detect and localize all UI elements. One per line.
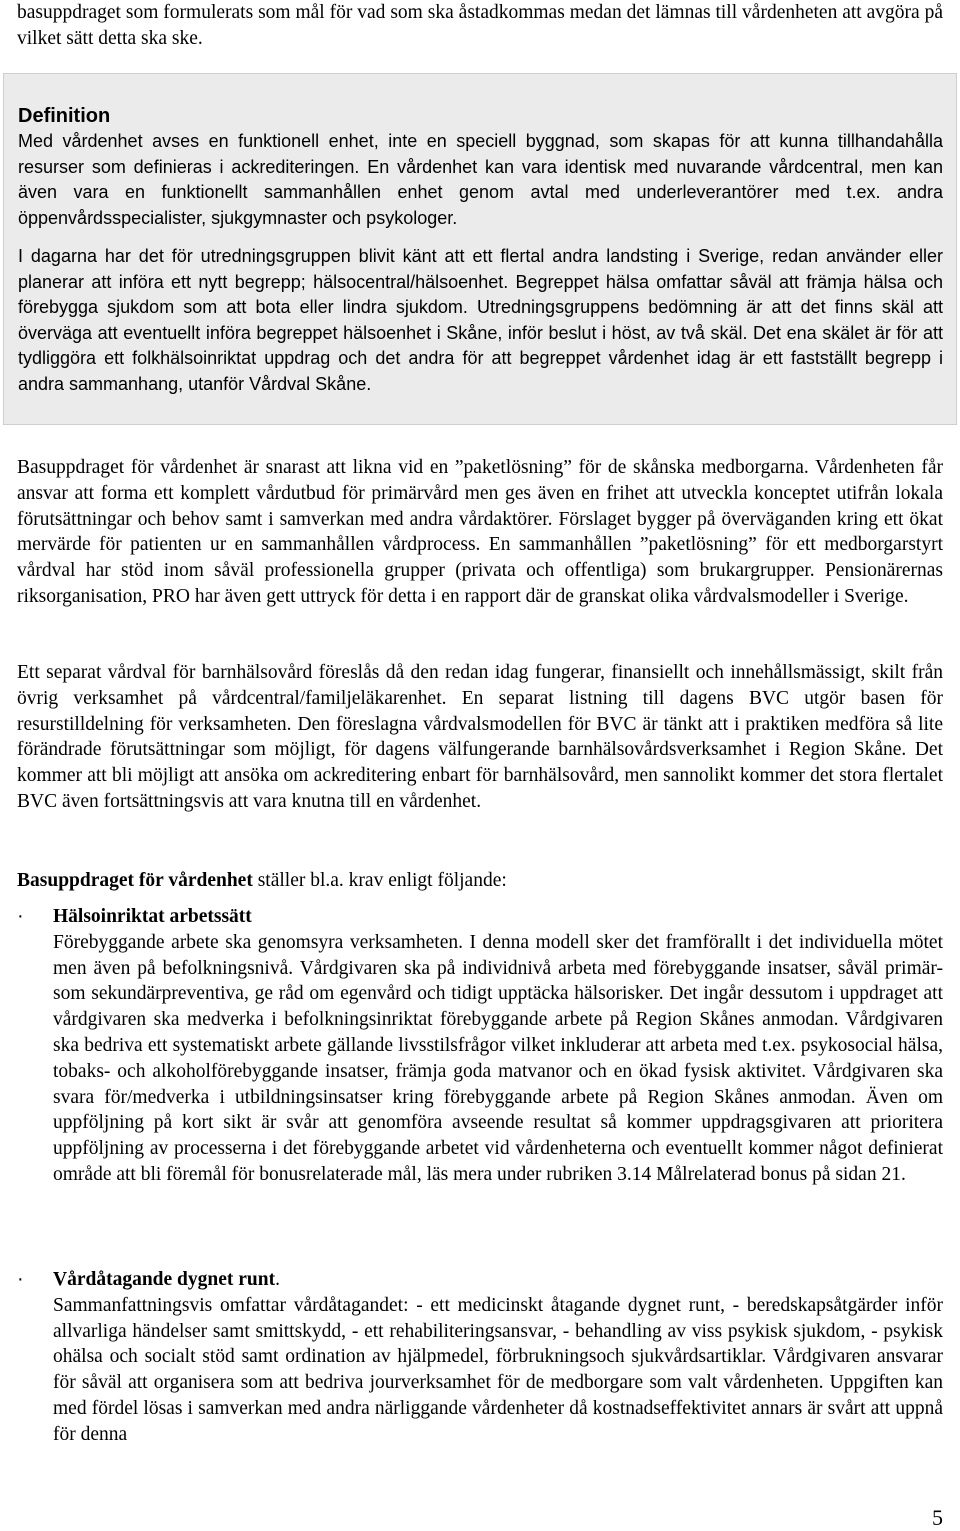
bullet-body: Sammanfattningsvis omfattar vårdåtagandet: - ett medicinskt åtagande dygnet runt, - beredskapsåtgärder inför allvarliga händelser samt smittskydd, - ett rehabiliteringsansvar, - behandling av viss psykisk sjukdom, - psykisk ohälsa och socialt stöd samt ordination av hjälpmedel, förbrukningsoch sjukvårdsartiklar. Vårdgivaren ansvarar för såväl att organisera som att bedriva jourverksamhet för de medborgare som valt vårdenheten. Uppgiften kan med fördel lösas i samverkan med andra närliggande vårdenheter då kostnadseffektivitet annars är svårt att uppnå för denna (53, 1294, 943, 1445)
bullet-heading: Hälsoinriktat arbetssätt (53, 906, 252, 927)
definition-paragraph-1: Med vårdenhet avses en funktionell enhet, inte en speciell byggnad, som skapas för att kunna tillhandahålla resurser som definieras i ackrediteringen. En vårdenhet kan vara identisk med nuvarande vårdcentral, men kan även vara en funktionellt sammanhållen enhet genom avtal med underleverantörer med t.ex. andra öppenvårdsspecialister, sjukgymnaster och psykologer. (18, 131, 943, 228)
requirements-intro (17, 868, 943, 894)
definition-paragraph-2: I dagarna har det för utredningsgruppen blivit känt att ett flertal andra landsting i Sverige, redan använder eller planerar att införa ett nytt begrepp; hälsocentral/hälsoenhet. Begreppet hälsa omfattar såväl att främja hälsa och förebygga sjukdom som att bota eller lindra sjukdom. Utredningsgruppens bedömning är att det finns skäl att överväga att eventuellt införa begreppet hälsoenhet i Skåne, inför beslut i höst, av två skäl. Det ena skälet är för att tydliggöra ett folkhälsoinriktat uppdrag och det andra för att begreppet vårdenhet idag är ett fastställt begrepp i andra sammanhang, utanför Vårdval Skåne. (18, 246, 943, 394)
bullet-marker: · (17, 905, 24, 927)
bullet-heading-suffix: . (275, 1269, 280, 1290)
bullet-marker: · (17, 1268, 24, 1290)
definition-title: Definition (18, 105, 111, 127)
bullet-heading: Vårdåtagande dygnet runt (53, 1269, 276, 1290)
intro-fragment: basuppdraget som formulerats som mål för vad som ska åstadkommas medan det lämnas till vårdenheten att avgöra på vilket sätt detta ska ske. (17, 2, 943, 49)
bullet-body: Förebyggande arbete ska genomsyra verksamheten. I denna modell sker det framförallt i det individuella mötet men även på befolkningsnivå. Vårdgivaren ska på individnivå arbeta med förebyggande insatser, såväl primär- som sekundärpreventiva, ge råd om egenvård och tidigt upptäcka hälsorisker. Det ingår dessutom i uppdraget att vårdgivaren ska medverka i befolkningsinriktat förebyggande arbete på Region Skånes anmodan. Vårdgivaren ska bedriva ett systematiskt arbete gällande livsstilsfrågor vilket inkluderar att arbeta med t.ex. psykosocial hälsa, tobaks- och alkoholförebyggande insatser, främja goda matvanor och en ökad fysisk aktivitet. Vårdgivaren ska svara för/medverka i utbildningsinsatser kring förebyggande arbete på Region Skånes anmodan. Även om uppföljning på kort sikt är svår att genomföra avseende resultat så kommer uppdragsgivaren att prioritera uppföljning av processerna i det förebyggande arbetet vid vårdenheterna och eventuellt kommer något definierat område att bli föremål för bonusrelaterade mål, läs mera under rubriken 3.14 Målrelaterad bonus på sidan 21. (53, 931, 943, 1185)
requirements-intro-rest: ställer bl.a. krav enligt följande: (252, 870, 507, 891)
bullet-heading-line (53, 1267, 943, 1293)
paragraph-bvc: Ett separat vårdval för barnhälsovård föreslås då den redan idag fungerar, finansiellt och innehållsmässigt, skilt från övrig verksamhet på vårdcentral/familjeläkarenhet. En separat listning till dagens BVC utgör basen för resurstilldelning för verksamheten. Den föreslagna vårdvalsmodellen för BVC är tänkt att i praktiken medföra så lite förändrade förutsättningar som möjligt, för dagens välfungerande barnhälsovårdsverksamhet i Region Skåne. Det kommer att bli möjligt att ansöka om ackreditering enbart för barnhälsovård, men sannolikt kommer det stora flertalet BVC även fortsättningsvis att vara knutna till en vårdenhet. (17, 662, 943, 812)
requirements-intro-bold: Basuppdraget för vårdenhet (17, 870, 253, 891)
page-number: 5 (932, 1505, 943, 1530)
definition-box (3, 73, 957, 425)
paragraph-package: Basuppdraget för vårdenhet är snarast att likna vid en ”paketlösning” för de skånska medborgarna. Vårdenheten får ansvar att forma ett komplett vårdutbud för primärvård men ges även en frihet att utveckla konceptet utifrån lokala förutsättningar och behov samt i samverkan med andra vårdaktörer. Förslaget bygger på överväganden kring ett ökat mervärde för patienten ur en sammanhållen vårdprocess. En sammanhållen ”paketlösning” för ett medborgarstyrt vårdval har stöd inom såväl professionella grupper (privata och offentliga) som brukargrupper. Pensionärernas riksorganisation, PRO har även gett uttryck för detta i en rapport där de granskat olika vårdvalsmodeller i Sverige. (17, 457, 943, 607)
